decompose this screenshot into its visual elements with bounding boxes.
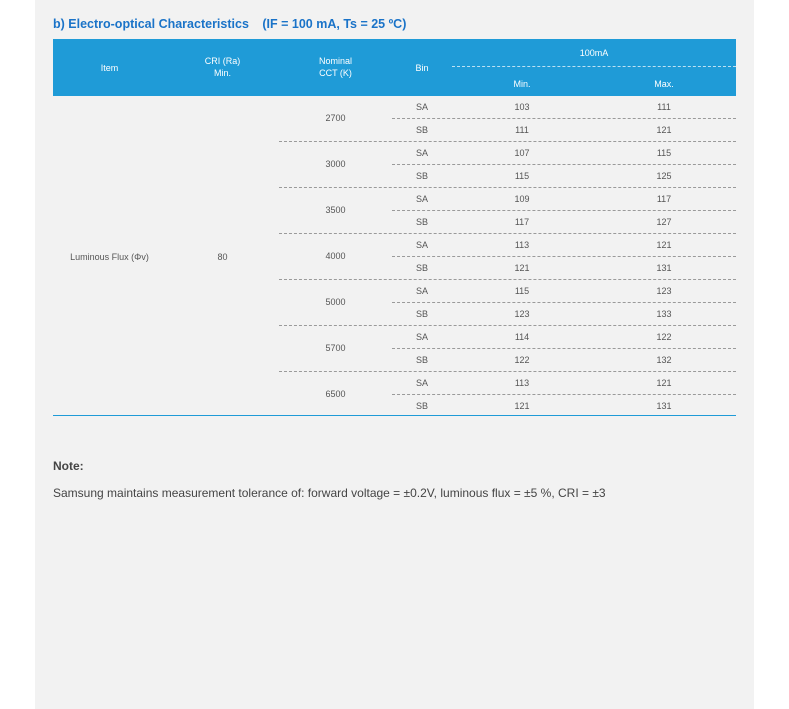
cct-group [279,372,736,418]
table-row [392,257,736,280]
note-title: Note: [53,459,84,473]
document-page [35,0,754,709]
electro-optical-table [53,39,736,416]
header-cct [279,55,392,79]
bin-cell: SB [415,401,428,411]
item-cell: Luminous Flux (Φv) [70,252,149,262]
cct-group [279,188,736,234]
max-cell: 131 [656,401,672,411]
min-cell: 121 [514,401,530,411]
max-cell: 121 [656,378,672,388]
table-row [392,372,736,395]
header-cct-unit: CCT (K) [319,68,352,78]
bin-cell: SB [415,217,428,227]
table-row [392,395,736,418]
header-divider [452,66,736,67]
min-cell: 115 [514,286,530,296]
table-row [392,303,736,326]
cct-group [279,280,736,326]
min-cell: 113 [514,378,530,388]
min-cell: 122 [514,355,530,365]
table-row [392,142,736,165]
max-cell: 127 [656,217,672,227]
min-cell: 114 [514,332,530,342]
cct-group [279,96,736,142]
header-cri [166,55,279,79]
bin-cell: SB [415,171,428,181]
header-cri-min: Min. [213,68,231,78]
header-cct-nominal: Nominal [318,56,352,66]
cct-cell: 5700 [325,343,346,353]
note-text: Samsung maintains measurement tolerance of: forward voltage = ±0.2V, luminous flux = ±5 %, CRI = ±3 [53,486,606,500]
table-row [392,211,736,234]
min-cell: 115 [514,171,530,181]
min-cell: 117 [514,217,530,227]
max-cell: 117 [656,194,672,204]
bin-cell: SA [415,332,428,342]
max-cell: 131 [656,263,672,273]
max-cell: 133 [656,309,672,319]
header-min: Min. [513,79,531,89]
header-max: Max. [654,79,674,89]
min-cell: 103 [514,102,530,112]
header-bin: Bin [415,63,429,73]
max-cell: 125 [656,171,672,181]
header-current: 100mA [579,48,609,58]
cct-cell: 2700 [325,113,346,123]
bin-cell: SA [415,102,428,112]
min-cell: 113 [514,240,530,250]
table-row [392,96,736,119]
min-cell: 109 [514,194,530,204]
bin-cell: SB [415,309,428,319]
bin-cell: SA [415,148,428,158]
table-body [53,96,736,416]
max-cell: 121 [656,125,672,135]
cct-group [279,234,736,280]
cct-cell: 3500 [325,205,346,215]
table-row [392,119,736,142]
min-cell: 107 [514,148,530,158]
max-cell: 132 [656,355,672,365]
bin-cell: SA [415,240,428,250]
cct-group [279,142,736,188]
max-cell: 115 [656,148,672,158]
cri-cell: 80 [217,252,228,262]
cct-cell: 5000 [325,297,346,307]
table-row [392,349,736,372]
bin-cell: SB [415,263,428,273]
cct-cell: 4000 [325,251,346,261]
max-cell: 123 [656,286,672,296]
table-row [392,165,736,188]
max-cell: 111 [657,102,671,112]
bin-cell: SB [415,355,428,365]
table-row [392,234,736,257]
section-title [53,17,406,31]
bin-cell: SA [415,286,428,296]
table-row [392,326,736,349]
header-item: Item [100,63,119,73]
header-cri-label: CRI (Ra) [204,56,241,66]
cct-cell: 6500 [325,389,346,399]
bin-cell: SA [415,378,428,388]
max-cell: 122 [656,332,672,342]
max-cell: 121 [656,240,672,250]
min-cell: 121 [514,263,530,273]
bin-cell: SB [415,125,428,135]
min-cell: 123 [514,309,530,319]
test-condition: (IF = 100 mA, Ts = 25 ºC) [262,17,407,31]
bin-cell: SA [415,194,428,204]
table-row [392,188,736,211]
min-cell: 111 [515,125,529,135]
cct-group [279,326,736,372]
table-header [53,39,736,96]
table-row [392,280,736,303]
cct-cell: 3000 [325,159,346,169]
section-heading: b) Electro-optical Characteristics [53,17,249,31]
